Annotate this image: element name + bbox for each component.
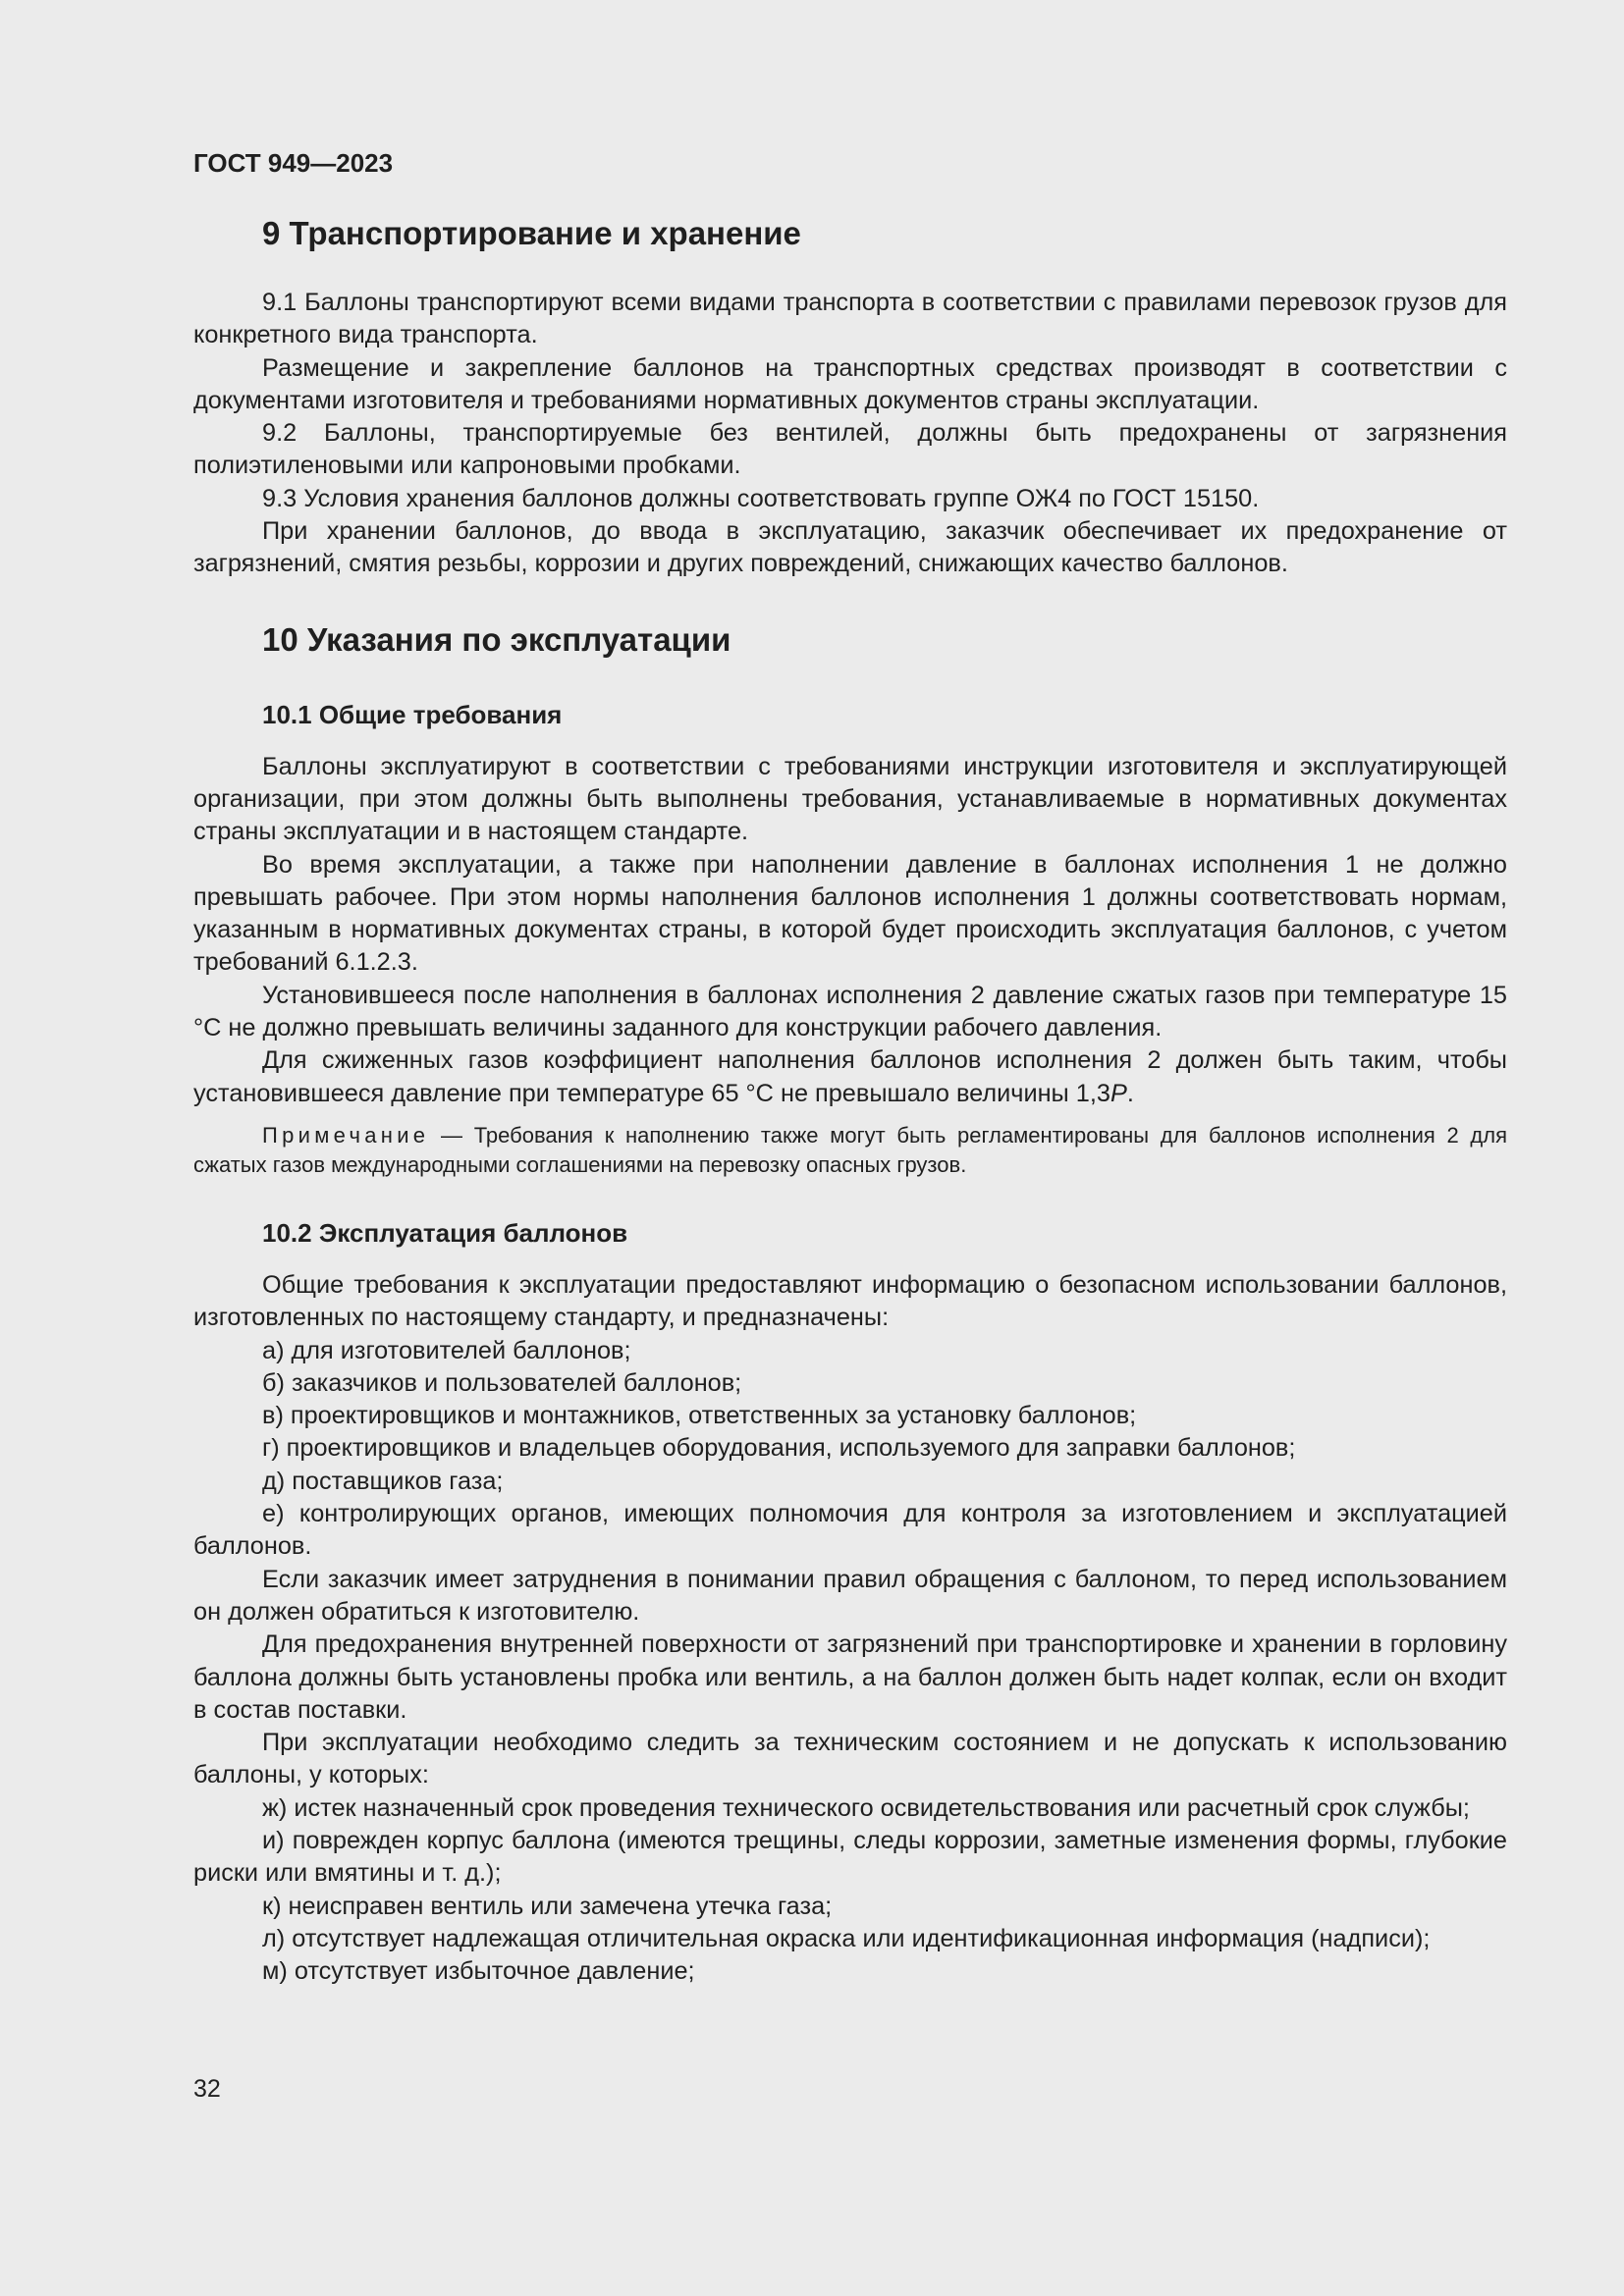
note bbox=[193, 1121, 1507, 1180]
page-number: 32 bbox=[193, 2075, 221, 2103]
list-item: к) неисправен вентиль или замечена утечка газа; bbox=[262, 1892, 833, 1920]
paragraph: 9.2 Баллоны, транспортируемые без вентилей, должны быть предохранены от загрязнения полиэтиленовыми или капроновыми пробками. bbox=[193, 419, 1507, 480]
section-10-title: 10 Указания по эксплуатации bbox=[262, 620, 731, 658]
paragraph-text: Для сжиженных газов коэффициент наполнения баллонов исполнения 2 должен быть таким, чтобы установившееся давление при температуре 65 °С не превышало величины 1,3 bbox=[193, 1046, 1507, 1107]
paragraph: Общие требования к эксплуатации предоставляют информацию о безопасном использовании баллонов, изготовленных по настоящему стандарту, и предназначены: bbox=[193, 1270, 1507, 1332]
subsection-10-1-title: 10.1 Общие требования bbox=[262, 699, 563, 729]
paragraph: Установившееся после наполнения в баллонах исполнения 2 давление сжатых газов при температуре 15 °С не должно превышать величины заданного для конструкции рабочего давления. bbox=[193, 981, 1507, 1042]
section-9-title: 9 Транспортирование и хранение bbox=[262, 215, 801, 251]
paragraph-end: . bbox=[1126, 1079, 1134, 1107]
paragraph: Для предохранения внутренней поверхности от загрязнений при транспортировке и хранении в горловину баллона должны быть установлены пробка или вентиль, а на баллон должен быть надет колпак, если он входит в состав поставки. bbox=[193, 1630, 1507, 1724]
list-item: д) поставщиков газа; bbox=[262, 1467, 504, 1495]
list-item: ж) истек назначенный срок проведения технического освидетельствования или расчетный срок службы; bbox=[262, 1793, 1470, 1822]
list-item: а) для изготовителей баллонов; bbox=[262, 1336, 631, 1364]
paragraph: При эксплуатации необходимо следить за техническим состоянием и не допускать к использованию баллоны, у которых: bbox=[193, 1729, 1507, 1789]
list-item: г) проектировщиков и владельцев оборудования, используемого для заправки баллонов; bbox=[262, 1434, 1296, 1463]
note-label: Примечание bbox=[262, 1122, 430, 1148]
list-item: б) заказчиков и пользователей баллонов; bbox=[262, 1368, 742, 1397]
paragraph: Если заказчик имеет затруднения в понимании правил обращения с баллоном, то перед использованием он должен обратиться к изготовителю. bbox=[193, 1565, 1507, 1626]
paragraph bbox=[193, 1044, 1507, 1110]
note-text: — Требования к наполнению также могут быть регламентированы для баллонов исполнения 2 для сжатых газов международными соглашениями на перевозку опасных грузов. bbox=[193, 1122, 1507, 1177]
paragraph: Размещение и закрепление баллонов на транспортных средствах производят в соответствии с документами изготовителя и требованиями нормативных документов страны эксплуатации. bbox=[193, 353, 1507, 414]
subsection-10-2-title: 10.2 Эксплуатация баллонов bbox=[262, 1217, 628, 1248]
list-item: в) проектировщиков и монтажников, ответственных за установку баллонов; bbox=[262, 1402, 1137, 1430]
list-item: л) отсутствует надлежащая отличительная окраска или идентификационная информация (надписи); bbox=[262, 1924, 1431, 1952]
paragraph: Во время эксплуатации, а также при наполнении давление в баллонах исполнения 1 не должно превышать рабочее. При этом нормы наполнения баллонов исполнения 1 должны соответствовать нормам, указанным в нормативных документах страны, в которой будет происходить эксплуатация баллонов, с учетом требований 6.1.2.3. bbox=[193, 850, 1507, 977]
list-item: м) отсутствует избыточное давление; bbox=[262, 1957, 695, 1986]
paragraph: Баллоны эксплуатируют в соответствии с требованиями инструкции изготовителя и эксплуатирующей организации, при этом должны быть выполнены требования, устанавливаемые в нормативных документах страны эксплуатации и в настоящем стандарте. bbox=[193, 752, 1507, 846]
list-item: е) контролирующих органов, имеющих полномочия для контроля за изготовлением и эксплуатацией баллонов. bbox=[193, 1500, 1507, 1561]
paragraph: 9.3 Условия хранения баллонов должны соответствовать группе ОЖ4 по ГОСТ 15150. bbox=[262, 484, 1260, 512]
paragraph: При хранении баллонов, до ввода в эксплуатацию, заказчик обеспечивает их предохранение от загрязнений, смятия резьбы, коррозии и других повреждений, снижающих качество баллонов. bbox=[193, 517, 1507, 578]
document-page bbox=[193, 145, 1507, 1988]
pressure-symbol: P bbox=[1110, 1079, 1127, 1107]
document-header: ГОСТ 949—2023 bbox=[193, 148, 394, 178]
list-item: и) поврежден корпус баллона (имеются трещины, следы коррозии, заметные изменения формы, глубокие риски или вмятины и т. д.); bbox=[193, 1826, 1507, 1888]
paragraph: 9.1 Баллоны транспортируют всеми видами транспорта в соответствии с правилами перевозок грузов для конкретного вида транспорта. bbox=[193, 289, 1507, 349]
